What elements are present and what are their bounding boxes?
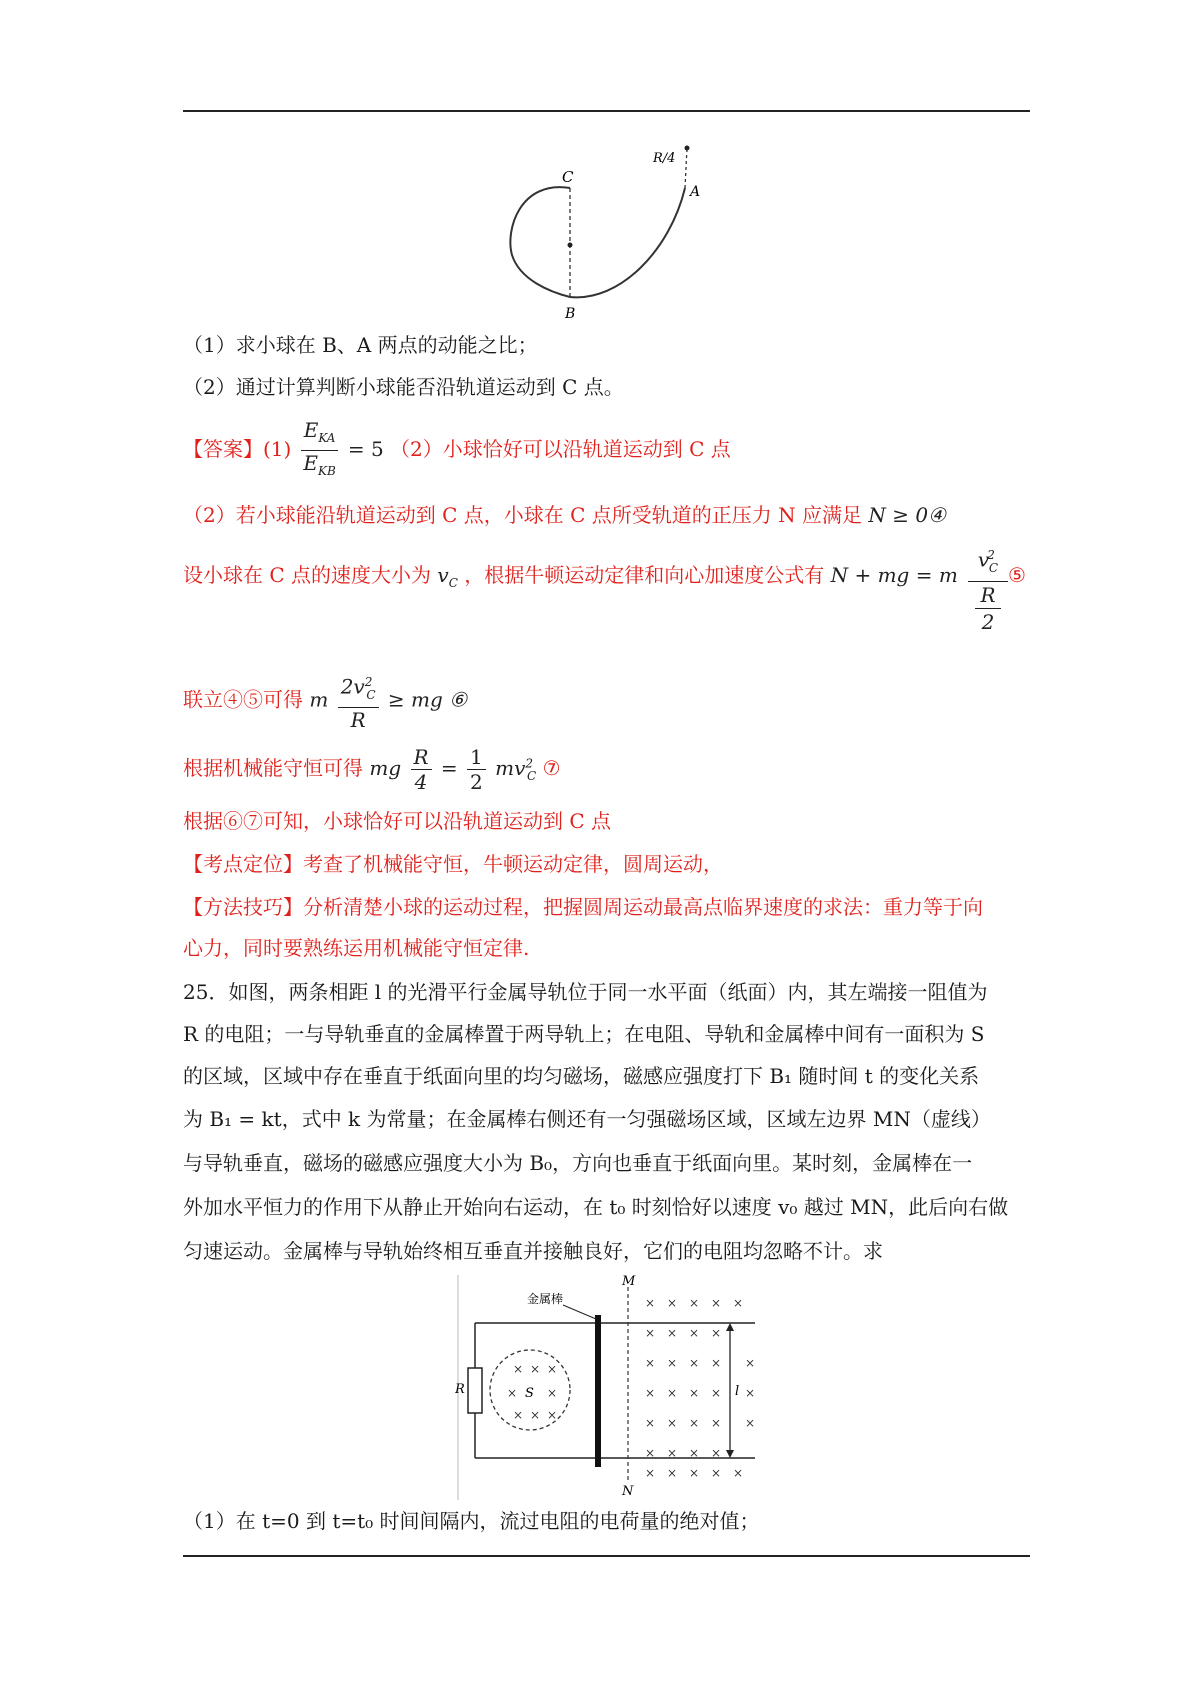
- svg-text:×: ×: [530, 1362, 541, 1376]
- svg-text:×: ×: [667, 1296, 678, 1310]
- p25-line-7: 匀速运动。金属棒与导轨始终相互垂直并接触良好，它们的电阻均忽略不计。求: [183, 1239, 883, 1263]
- svg-text:×: ×: [745, 1356, 756, 1370]
- answer-part2: （2）小球恰好可以沿轨道运动到 C 点: [390, 437, 731, 461]
- svg-text:×: ×: [711, 1296, 722, 1310]
- r4-dashed: [685, 148, 687, 188]
- svg-text:×: ×: [645, 1356, 656, 1370]
- svg-text:×: ×: [711, 1446, 722, 1460]
- sol-line-1: （2）若小球能沿轨道运动到 C 点，小球在 C 点所受轨道的正压力 N 应满足 N ≥ 0④: [183, 503, 946, 527]
- svg-text:×: ×: [667, 1386, 678, 1400]
- label-b: B: [565, 306, 576, 322]
- question-1: （1）求小球在 B、A 两点的动能之比；: [183, 333, 538, 357]
- question-25-1: （1）在 t=0 到 t=t₀ 时间间隔内，流过电阻的电荷量的绝对值；: [183, 1509, 760, 1533]
- top-dot: [685, 146, 690, 151]
- svg-text:×: ×: [667, 1466, 678, 1480]
- svg-text:×: ×: [667, 1416, 678, 1430]
- sol-line-8: 心力，同时要熟练运用机械能守恒定律.: [183, 936, 530, 960]
- svg-text:×: ×: [733, 1296, 744, 1310]
- track-curve: [510, 187, 685, 297]
- svg-text:×: ×: [667, 1326, 678, 1340]
- svg-text:×: ×: [513, 1408, 524, 1422]
- sol-line-3: 联立④⑤可得 m $\frac{2v^2_C}{R}$ ≥ mg ⑥: [183, 670, 467, 732]
- p25-line-5: 与导轨垂直，磁场的磁感应强度大小为 B₀，方向也垂直于纸面向里。某时刻，金属棒在一: [183, 1151, 973, 1175]
- svg-text:×: ×: [547, 1408, 558, 1422]
- ratio-fraction: $\frac{E_{KA}}{E_{KB}}$: [301, 418, 339, 483]
- svg-text:×: ×: [530, 1408, 541, 1422]
- answer-tag: 【答案】(1): [183, 437, 292, 461]
- label-a: A: [690, 184, 701, 200]
- svg-text:×: ×: [745, 1386, 756, 1400]
- svg-text:×: ×: [689, 1466, 700, 1480]
- svg-text:×: ×: [711, 1386, 722, 1400]
- svg-text:×: ×: [733, 1466, 744, 1480]
- svg-text:×: ×: [547, 1362, 558, 1376]
- svg-text:×: ×: [645, 1416, 656, 1430]
- svg-text:×: ×: [547, 1386, 558, 1400]
- center-dot: [568, 243, 573, 248]
- svg-text:×: ×: [689, 1356, 700, 1370]
- svg-text:×: ×: [745, 1416, 756, 1430]
- mark-5: ⑤: [1008, 563, 1026, 587]
- svg-text:×: ×: [513, 1362, 524, 1376]
- header-rule: [183, 110, 1030, 112]
- metal-bar: [595, 1315, 601, 1467]
- label-r: R: [455, 1382, 465, 1397]
- svg-text:×: ×: [645, 1466, 656, 1480]
- svg-text:×: ×: [711, 1326, 722, 1340]
- sol-line-6: 【考点定位】考查了机械能守恒，牛顿运动定律，圆周运动，: [183, 852, 723, 876]
- circuit-figure: [455, 1275, 770, 1500]
- sol-line-7: 【方法技巧】分析清楚小球的运动过程，把握圆周运动最高点临界速度的求法：重力等于向: [183, 895, 983, 919]
- svg-text:×: ×: [711, 1356, 722, 1370]
- sol-line-4: 根据机械能守恒可得 mg $\frac{R}{4}$ = $\frac{1}{2}$ $mv^2_C$ ⑦: [183, 745, 561, 794]
- label-c: C: [562, 168, 574, 186]
- svg-text:×: ×: [667, 1356, 678, 1370]
- p25-line-6: 外加水平恒力的作用下从静止开始向右运动，在 t₀ 时刻恰好以速度 v₀ 越过 MN，此后向右做: [183, 1195, 1009, 1219]
- sol-line-2: 设小球在 C 点的速度大小为 $v_C$ ，根据牛顿运动定律和向心加速度公式有 N + mg = m: [183, 563, 958, 590]
- track-figure: [500, 140, 710, 325]
- svg-text:×: ×: [689, 1416, 700, 1430]
- svg-text:×: ×: [711, 1466, 722, 1480]
- svg-text:×: ×: [689, 1386, 700, 1400]
- svg-text:×: ×: [689, 1296, 700, 1310]
- svg-text:×: ×: [645, 1386, 656, 1400]
- svg-text:×: ×: [667, 1446, 678, 1460]
- p25-line-2: R 的电阻；一与导轨垂直的金属棒置于两导轨上；在电阻、导轨和金属棒中间有一面积为 S: [183, 1022, 985, 1046]
- svg-text:×: ×: [645, 1446, 656, 1460]
- svg-text:×: ×: [689, 1326, 700, 1340]
- svg-text:×: ×: [689, 1446, 700, 1460]
- sol-line-5: 根据⑥⑦可知，小球恰好可以沿轨道运动到 C 点: [183, 809, 612, 833]
- p25-line-3: 的区域，区域中存在垂直于纸面向里的均匀磁场，磁感应强度打下 B₁ 随时间 t 的变化关系: [183, 1064, 980, 1088]
- p25-line-4: 为 B₁ = kt，式中 k 为常量；在金属棒右侧还有一匀强磁场区域，区域左边界 MN（虚线）: [183, 1107, 991, 1131]
- label-m: M: [622, 1275, 636, 1289]
- footer-rule: [183, 1555, 1030, 1557]
- sol-line-2-fraction: $v^2_C$ R 2: [968, 542, 1008, 635]
- label-bar: 金属棒: [527, 1292, 564, 1306]
- p25-line-1: 25．如图，两条相距 l 的光滑平行金属导轨位于同一水平面（纸面）内，其左端接一阻值为: [183, 980, 988, 1004]
- label-n: N: [622, 1484, 634, 1499]
- svg-text:×: ×: [711, 1416, 722, 1430]
- answer-line: 【答案】(1) $\frac{E_{KA}}{E_{KB}}$ = 5 （2）小球恰好可以沿轨道运动到 C 点: [183, 418, 731, 483]
- resistor: [468, 1368, 482, 1413]
- question-2: （2）通过计算判断小球能否沿轨道运动到 C 点。: [183, 375, 624, 399]
- label-s: S: [525, 1386, 534, 1401]
- label-r4: R/4: [653, 151, 676, 166]
- label-l: l: [735, 1384, 740, 1399]
- svg-text:×: ×: [645, 1296, 656, 1310]
- svg-text:×: ×: [645, 1326, 656, 1340]
- svg-text:×: ×: [507, 1386, 518, 1400]
